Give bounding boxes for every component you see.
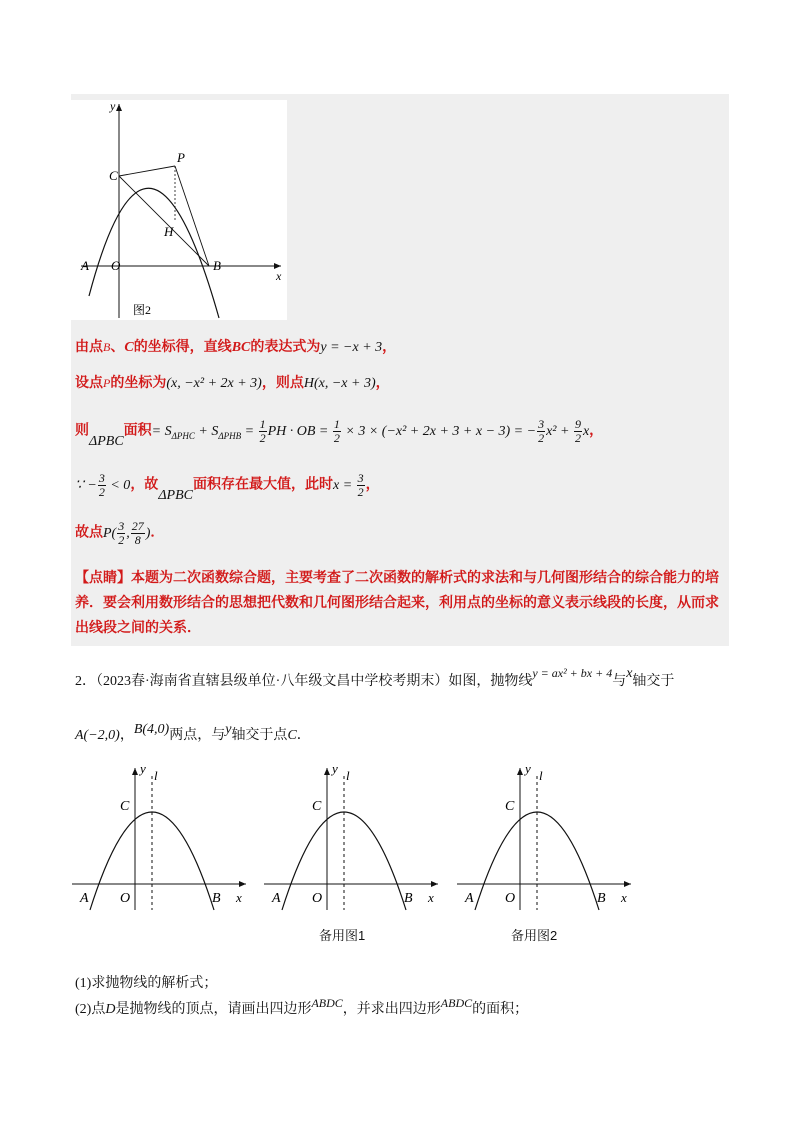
solution-line-5: 故点P( $\frac{3}{2}$ , $\frac{27}{8}$ )．: [75, 519, 165, 547]
fb1-x: x: [428, 890, 434, 905]
solution-line-4: ∵ − $\frac{3}{2}$ < 0，故ΔPBC面积存在最大值，此时x = $\frac{3}{2}$ ，: [75, 471, 380, 503]
fig2-caption: 图2: [133, 303, 152, 317]
fb2-l: l: [539, 768, 543, 783]
fig2-label-a: A: [81, 258, 89, 273]
figure-q2-backup-2: [455, 760, 635, 920]
fb1-b: B: [404, 891, 413, 906]
caption-backup-2: 备用图2: [511, 928, 558, 943]
fig2-label-h: H: [164, 224, 174, 239]
fb1-y: y: [332, 761, 338, 776]
fig2-label-o: O: [111, 258, 121, 273]
fb2-o: O: [505, 891, 516, 906]
caption-backup-1: 备用图1: [319, 928, 366, 943]
fig2-label-b: B: [213, 258, 221, 273]
fq2-b: B: [212, 891, 221, 906]
fq2-a: A: [80, 891, 89, 906]
solution-line-3: 则ΔPBC面积= $S_{\Delta PHC} + S_{\Delta PHB}$ = $\frac{1}{2}$ PH · OB = $\frac{1}{2}$ × 3 × (−x² + 2x + 3 + x − 3) = − $\frac{3}{2}$ x² + $\frac{9}{2}$ x，: [75, 417, 604, 449]
fb1-l: l: [346, 768, 350, 783]
fq2-o: O: [120, 891, 131, 906]
solution-line-2: 设点P的坐标为(x, −x² + 2x + 3)，则点H(x, −x + 3)，: [75, 376, 390, 391]
fb2-x: x: [621, 890, 627, 905]
question-line-1: 2．（2023春·海南省直辖县级单位·八年级文昌中学校考期末）如图，抛物线y = ax² + bx + 4与x轴交于: [75, 666, 675, 689]
fb2-c: C: [505, 799, 515, 814]
fig2-label-p: P: [177, 150, 185, 165]
figure-q2-backup-1: [262, 760, 442, 920]
fig2-label-x: x: [276, 269, 282, 283]
fb2-y: y: [525, 761, 531, 776]
fq2-y: y: [140, 761, 146, 776]
figure-2-graph: [71, 100, 287, 320]
fig2-label-c: C: [109, 168, 118, 183]
question-part-1: (1)求抛物线的解析式；: [75, 976, 218, 991]
question-part-2: (2)点D是抛物线的顶点，请画出四边形ABDC，并求出四边形ABDC的面积；: [75, 996, 529, 1017]
fb1-a: A: [272, 891, 281, 906]
fb2-b: B: [597, 891, 606, 906]
solution-line-1: 由点B、C的坐标得，直线BC的表达式为y = −x + 3，: [75, 340, 397, 355]
fq2-l: l: [154, 768, 158, 783]
solution-note: 【点睛】本题为二次函数综合题，主要考查了二次函数的解析式的求法和与几何图形结合的综合能力的培养．要会利用数形结合的思想把代数和几何图形结合起来，利用点的坐标的意义表示线段的长度，从而求出线段之间的关系．: [75, 571, 719, 636]
question-line-2: A(−2,0)，B(4,0)两点，与y轴交于点C．: [75, 722, 311, 743]
fb2-a: A: [465, 891, 474, 906]
figure-2: [71, 100, 287, 320]
fb1-o: O: [312, 891, 323, 906]
fig2-label-y: y: [110, 100, 116, 113]
fb1-c: C: [312, 799, 322, 814]
fq2-c: C: [120, 799, 130, 814]
figure-q2-main: [70, 760, 250, 920]
fq2-x: x: [236, 890, 242, 905]
